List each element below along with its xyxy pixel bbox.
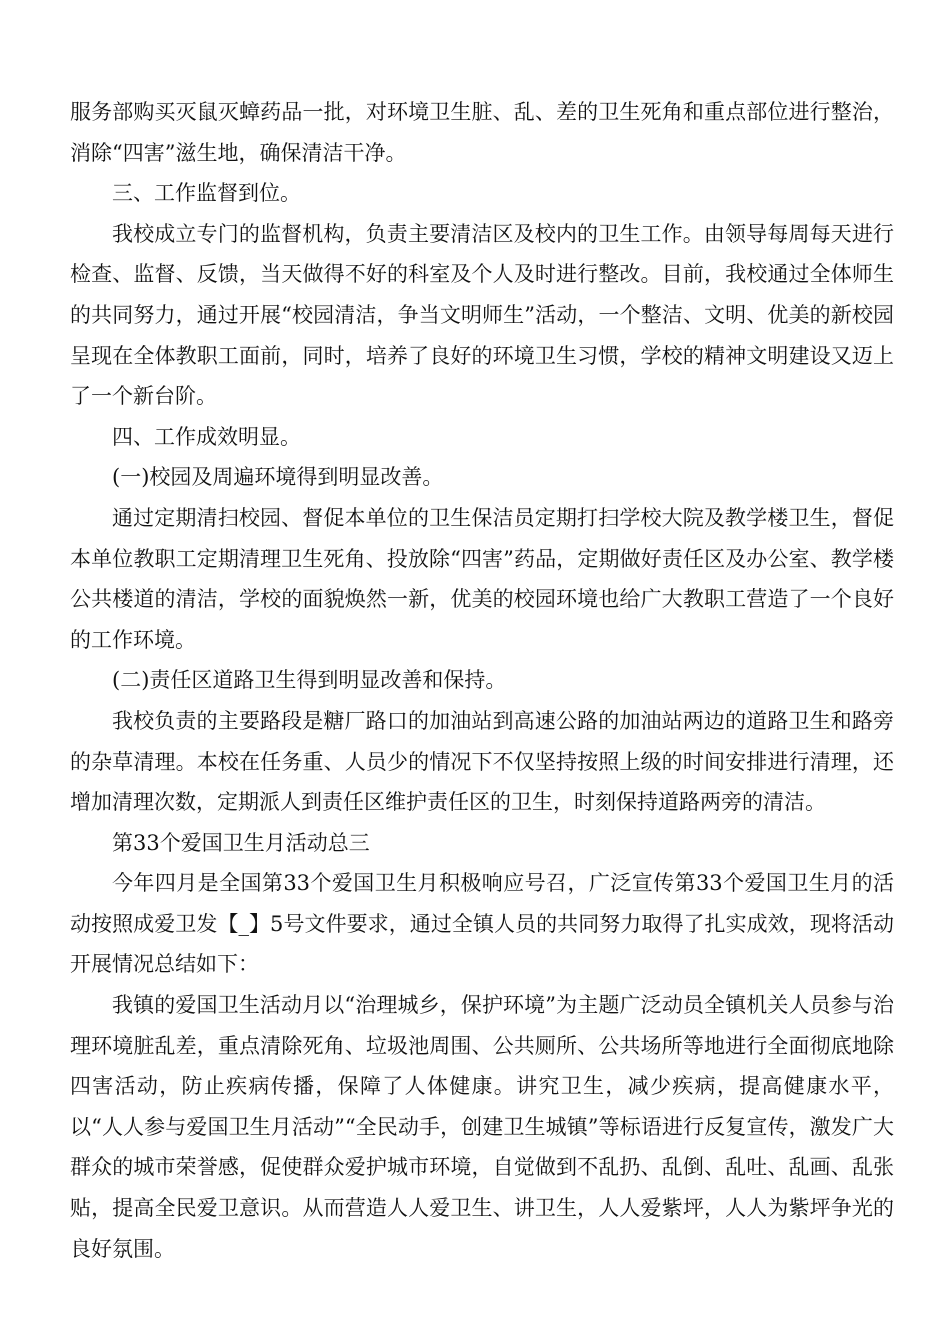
document-page	[70, 92, 894, 1269]
article-title: 第33个爱国卫生月活动总三	[112, 830, 370, 855]
section-heading-supervision: 三、工作监督到位。	[112, 181, 301, 206]
section-heading-results: 四、工作成效明显。	[112, 424, 301, 449]
paragraph-continuation: 服务部购买灭鼠灭蟑药品一批，对环境卫生脏、乱、差的卫生死角和重点部位进行整治，消除“四害”滋生地，确保清洁干净。	[70, 100, 894, 165]
subheading-roads: (二)责任区道路卫生得到明显改善和保持。	[112, 668, 507, 693]
paragraph-supervision: 我校成立专门的监督机构，负责主要清洁区及校内的卫生工作。由领导每周每天进行检查、监督、反馈，当天做得不好的科室及个人及时进行整改。目前，我校通过全体师生的共同努力，通过开展“校园清洁，争当文明师生”活动，一个整洁、文明、优美的新校园呈现在全体教职工面前，同时，培养了良好的环境卫生习惯，学校的精神文明建设又迈上了一个新台阶。	[70, 221, 894, 409]
paragraph-activities: 我镇的爱国卫生活动月以“治理城乡，保护环境”为主题广泛动员全镇机关人员参与治理环境脏乱差，重点清除死角、垃圾池周围、公共厕所、公共场所等地进行全面彻底地除四害活动，防止疾病传播，保障了人体健康。讲究卫生，减少疾病，提高健康水平，以“人人参与爱国卫生月活动”“全民动手，创建卫生城镇”等标语进行反复宣传，激发广大群众的城市荣誉感，促使群众爱护城市环境，自觉做到不乱扔、乱倒、乱吐、乱画、乱张贴，提高全民爱卫意识。从而营造人人爱卫生、讲卫生，人人爱紫坪，人人为紫坪争光的良好氛围。	[70, 993, 894, 1261]
paragraph-roads: 我校负责的主要路段是糖厂路口的加油站到高速公路的加油站两边的道路卫生和路旁的杂草清理。本校在任务重、人员少的情况下不仅坚持按照上级的时间安排进行清理，还增加清理次数，定期派人到责任区维护责任区的卫生，时刻保持道路两旁的清洁。	[70, 708, 894, 815]
subheading-campus: (一)校园及周遍环境得到明显改善。	[112, 465, 444, 490]
paragraph-campus: 通过定期清扫校园、督促本单位的卫生保洁员定期打扫学校大院及教学楼卫生，督促本单位教职工定期清理卫生死角、投放除“四害”药品，定期做好责任区及办公室、教学楼公共楼道的清洁，学校的面貌焕然一新，优美的校园环境也给广大教职工营造了一个良好的工作环境。	[70, 505, 894, 652]
paragraph-intro: 今年四月是全国第33个爱国卫生月积极响应号召，广泛宣传第33个爱国卫生月的活动按照成爱卫发【_】5号文件要求，通过全镇人员的共同努力取得了扎实成效，现将活动开展情况总结如下：	[70, 871, 894, 977]
